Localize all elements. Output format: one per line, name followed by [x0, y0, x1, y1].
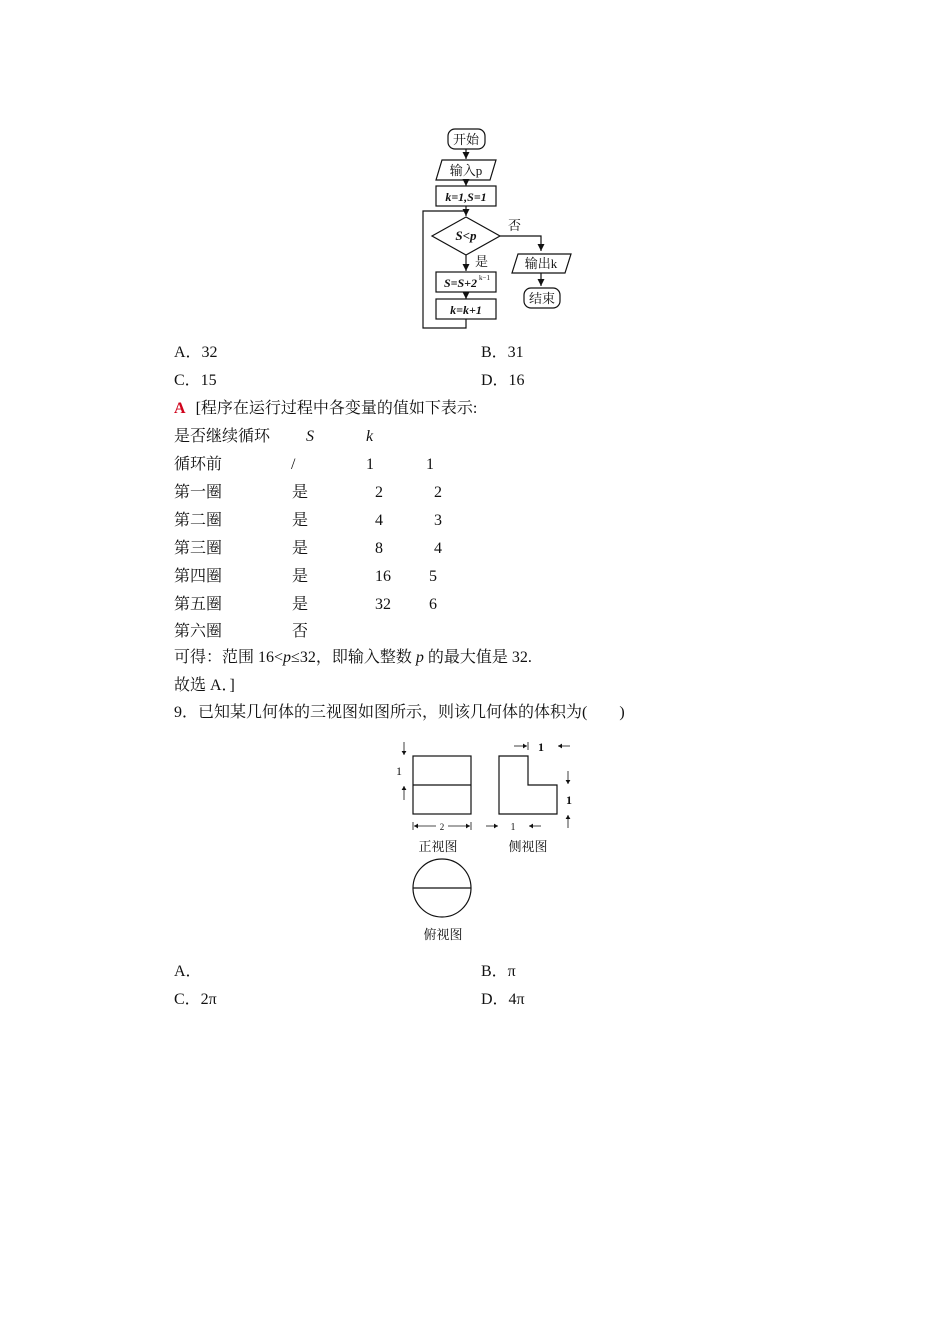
table-row-name: 第一圈 — [174, 484, 223, 501]
table-row-name: 第五圈 — [174, 596, 223, 613]
table-row-k: 5 — [429, 568, 437, 585]
table-row-k: 2 — [434, 484, 442, 501]
table-row-s: 16 — [375, 568, 391, 585]
table-row-name: 第二圈 — [174, 512, 223, 529]
conclusion-pre: 可得：范围 16< — [174, 649, 284, 666]
table-row-s: 1 — [366, 456, 374, 473]
q9-option-c: C．2π — [174, 991, 217, 1008]
table-header-col2: S — [306, 428, 314, 445]
table-row-name: 第三圈 — [174, 540, 223, 557]
conclusion-line — [174, 648, 532, 668]
answer-intro — [174, 399, 477, 419]
table-header-col1: 是否继续循环 — [174, 428, 271, 445]
q8-option-a: A．32 — [174, 344, 218, 361]
table-row-s: 2 — [375, 484, 383, 501]
side-view — [499, 756, 557, 814]
table-row-s: 32 — [375, 596, 391, 613]
front-view-label: 正视图 — [418, 839, 458, 854]
table-row-s: 8 — [375, 540, 383, 557]
table-row-cont: / — [291, 456, 296, 473]
table-header-col3: k — [366, 428, 374, 445]
body1-text: S=S+2 — [444, 276, 478, 290]
input-text: 输入p — [449, 163, 483, 178]
answer-intro-text: [程序在运行过程中各变量的值如下表示: — [195, 400, 478, 417]
q9-option-b: B．π — [481, 963, 516, 980]
table-row-k: 3 — [434, 512, 442, 529]
table-row-s: 4 — [375, 512, 383, 529]
side-view-label: 侧视图 — [508, 839, 548, 854]
yes-label: 是 — [475, 254, 489, 269]
answer-letter: A — [174, 400, 186, 417]
output-text: 输出k — [524, 256, 558, 271]
table-row-k: 4 — [434, 540, 442, 557]
conclusion-var1: p — [283, 649, 292, 666]
table-row-cont: 否 — [292, 623, 309, 640]
three-views-figure — [0, 730, 950, 950]
conclusion-post: 的最大值是 32. — [423, 649, 532, 666]
flowchart — [0, 0, 950, 340]
start-text: 开始 — [452, 132, 480, 147]
conclusion-var2: p — [415, 649, 424, 666]
table-row-k: 6 — [429, 596, 437, 613]
final-choice: 故选 A．] — [174, 677, 235, 694]
q8-option-c: C．15 — [174, 372, 217, 389]
no-label: 否 — [508, 218, 522, 233]
table-row-name: 循环前 — [174, 456, 223, 473]
q8-option-d: D．16 — [481, 372, 525, 389]
dim-front-width: 2 — [439, 822, 445, 832]
table-row-cont: 是 — [292, 568, 309, 585]
table-row-name: 第四圈 — [174, 568, 223, 585]
q9-option-d: D．4π — [481, 991, 525, 1008]
table-row-cont: 是 — [292, 540, 309, 557]
body2-text: k=k+1 — [450, 303, 482, 317]
dim-side-right: 1 — [566, 793, 572, 807]
table-row-cont: 是 — [292, 596, 309, 613]
dim-side-top: 1 — [538, 740, 544, 754]
top-view-label: 俯视图 — [423, 927, 463, 942]
table-row-cont: 是 — [292, 484, 309, 501]
condition-text: S<p — [455, 228, 477, 243]
table-row-cont: 是 — [292, 512, 309, 529]
q9-option-a: A． — [174, 963, 202, 980]
dim-front-height: 1 — [396, 764, 402, 778]
end-text: 结束 — [528, 291, 556, 306]
table-row-k: 1 — [426, 456, 434, 473]
table-row-name: 第六圈 — [174, 623, 223, 640]
init-text: k=1,S=1 — [445, 190, 487, 204]
conclusion-mid: ≤32，即输入整数 — [291, 649, 416, 666]
q8-option-b: B．31 — [481, 344, 524, 361]
question9-text: 9．已知某几何体的三视图如图所示，则该几何体的体积为( ) — [174, 704, 625, 721]
dim-side-bottom: 1 — [510, 822, 516, 833]
body1-exponent: k−1 — [479, 274, 490, 282]
